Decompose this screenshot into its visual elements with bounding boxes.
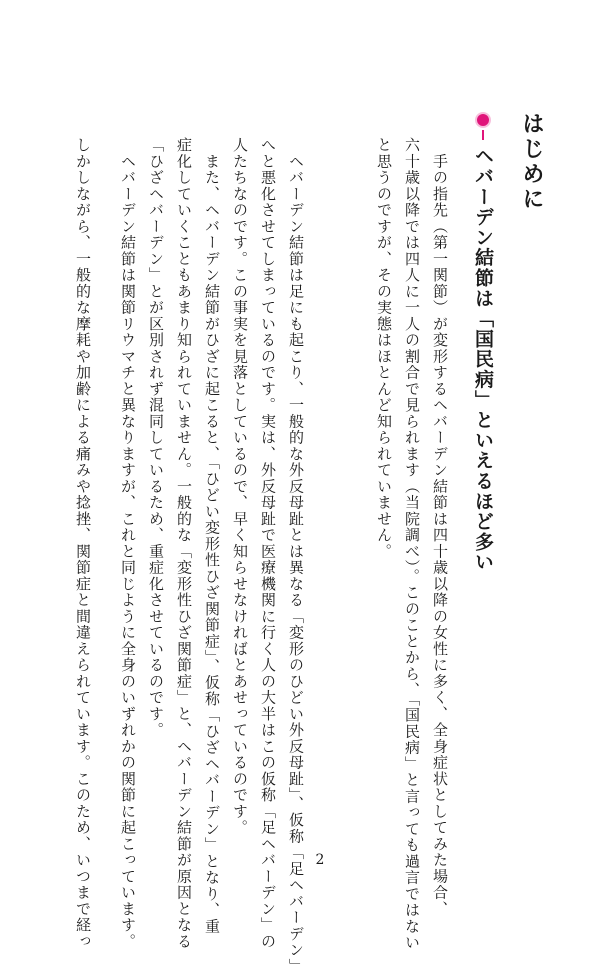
body-line-8: また、ヘバーデン結節がひざに起こると、「ひどい変形性ひざ関節症」、仮称「ひざヘバーデン」となり、重 [203, 137, 221, 935]
body-line-6: へと悪化させてしまっているのです。実は、外反母趾で医療機関に行く人の大半はこの仮称「足ヘバーデン」の [259, 137, 277, 950]
heading-bullet-icon [475, 112, 491, 128]
body-line-12: しかしながら、一般的な摩耗や加齢による痛みや捻挫、関節症と間違えられています。このため、いつまで経っ [74, 137, 92, 950]
section-heading-text: ヘバーデン結節は「国民病」といえるほど多い [472, 146, 494, 573]
body-line-5: ヘバーデン結節は足にも起こり、一般的な外反母趾とは異なる「変形のひどい外反母趾」、仮称「足ヘバーデン」 [287, 137, 305, 975]
chapter-title: はじめに [519, 112, 544, 212]
page-number: 2 [315, 852, 325, 868]
heading-bullet-line [482, 130, 484, 140]
body-line-7: 人たちなのです。この事実を見落としているので、早く知らせなければとあせっているのです。 [231, 137, 249, 836]
body-line-9: 症化していくこともあまり知られていません。一般的な「変形性ひざ関節症」と、ヘバーデン結節が原因となる [175, 137, 193, 950]
body-line-1: 手の指先（第一関節）が変形するヘバーデン結節は四十歳以降の女性に多く、全身症状としてみた場合、 [431, 137, 449, 917]
body-line-11: ヘバーデン結節は関節リウマチと異なりますが、これと同じように全身のいずれかの関節に起こっています。 [119, 137, 137, 950]
body-line-3: と思うのですが、その実態はほとんど知られていません。 [375, 137, 393, 560]
body-line-10: 「ひざヘバーデン」とが区別されず混同しているため、重症化させているのです。 [147, 137, 165, 739]
section-heading [470, 112, 497, 572]
body-line-2: 六十歳以降では四人に一人の割合で見られます（当院調べ）。このことから、「国民病」と言っても過言ではない [403, 137, 421, 951]
